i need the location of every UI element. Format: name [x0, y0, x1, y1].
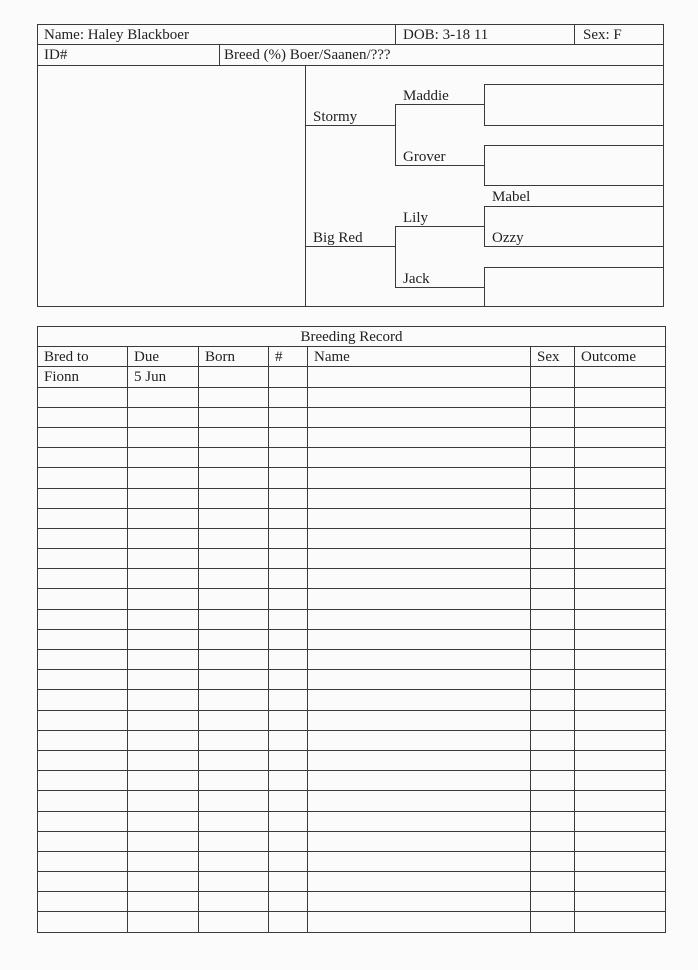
table-row [38, 670, 666, 690]
table-cell[interactable] [575, 670, 666, 690]
table-cell[interactable] [38, 629, 128, 649]
table-cell[interactable] [575, 508, 666, 528]
table-cell[interactable] [575, 569, 666, 589]
header-divider [395, 24, 396, 45]
table-cell[interactable] [38, 912, 128, 932]
pedigree-line [484, 267, 664, 268]
table-cell[interactable] [308, 750, 531, 770]
table-cell[interactable] [128, 448, 199, 468]
column-header: Outcome [575, 347, 666, 367]
table-row [38, 690, 666, 710]
table-cell[interactable] [199, 549, 269, 569]
table-cell[interactable] [199, 589, 269, 609]
table-cell[interactable] [128, 892, 199, 912]
table-cell[interactable] [269, 730, 308, 750]
table-cell[interactable] [199, 750, 269, 770]
table-cell[interactable] [531, 872, 575, 892]
table-cell[interactable] [575, 528, 666, 548]
table-cell[interactable] [199, 387, 269, 407]
table-row [38, 730, 666, 750]
table-cell[interactable] [199, 367, 269, 387]
table-row [38, 811, 666, 831]
table-cell[interactable] [128, 427, 199, 447]
table-cell[interactable] [575, 912, 666, 932]
table-cell[interactable] [269, 528, 308, 548]
table-row [38, 407, 666, 427]
table-cell[interactable] [128, 730, 199, 750]
table-cell[interactable] [38, 508, 128, 528]
table-cell[interactable] [38, 811, 128, 831]
table-cell[interactable] [38, 771, 128, 791]
table-cell[interactable] [199, 851, 269, 871]
header-divider [37, 65, 664, 66]
table-cell[interactable] [308, 448, 531, 468]
table-row [38, 710, 666, 730]
table-cell[interactable] [128, 609, 199, 629]
table-cell[interactable] [199, 448, 269, 468]
table-cell[interactable] [308, 710, 531, 730]
table-cell[interactable] [128, 872, 199, 892]
animal-name: Name: Haley Blackboer [44, 27, 189, 43]
pedigree-dam: Big Red [313, 230, 363, 246]
pedigree-line [484, 206, 664, 207]
table-cell[interactable] [269, 468, 308, 488]
table-row [38, 528, 666, 548]
pedigree-sire-sire: Maddie [403, 88, 449, 104]
table-row [38, 851, 666, 871]
table-cell[interactable] [308, 407, 531, 427]
table-cell[interactable] [575, 851, 666, 871]
column-header: # [269, 347, 308, 367]
table-cell[interactable] [575, 488, 666, 508]
table-cell[interactable] [128, 771, 199, 791]
table-cell[interactable] [308, 791, 531, 811]
pedigree-great-grandparent: Mabel [492, 189, 531, 205]
table-cell[interactable] [531, 367, 575, 387]
table-cell[interactable] [575, 872, 666, 892]
table-cell[interactable] [199, 912, 269, 932]
table-cell[interactable] [531, 609, 575, 629]
table-cell[interactable] [38, 670, 128, 690]
table-cell[interactable] [128, 750, 199, 770]
table-cell[interactable] [38, 468, 128, 488]
table-cell[interactable] [199, 407, 269, 427]
animal-id-label: ID# [44, 47, 68, 63]
table-cell[interactable] [199, 427, 269, 447]
table-cell[interactable] [575, 690, 666, 710]
table-cell[interactable] [199, 609, 269, 629]
table-cell[interactable] [269, 771, 308, 791]
table-cell[interactable] [308, 569, 531, 589]
table-cell[interactable] [199, 872, 269, 892]
table-cell[interactable] [38, 549, 128, 569]
pedigree-line [484, 267, 485, 307]
table-cell[interactable] [531, 851, 575, 871]
table-cell[interactable] [269, 629, 308, 649]
table-cell[interactable] [38, 387, 128, 407]
pedigree-line [395, 104, 396, 166]
table-cell[interactable] [128, 811, 199, 831]
table-row [38, 650, 666, 670]
table-cell[interactable] [199, 629, 269, 649]
table-cell[interactable] [531, 407, 575, 427]
table-row [38, 609, 666, 629]
table-cell[interactable] [269, 427, 308, 447]
table-cell[interactable]: 5 Jun [128, 367, 199, 387]
table-cell[interactable] [199, 811, 269, 831]
table-cell[interactable] [308, 609, 531, 629]
table-cell[interactable] [531, 387, 575, 407]
table-cell[interactable] [128, 387, 199, 407]
table-cell[interactable] [269, 851, 308, 871]
table-cell[interactable] [308, 387, 531, 407]
table-cell[interactable] [269, 811, 308, 831]
table-cell[interactable] [531, 448, 575, 468]
table-cell[interactable] [269, 508, 308, 528]
table-row [38, 448, 666, 468]
table-cell[interactable] [38, 589, 128, 609]
pedigree-line [484, 84, 664, 85]
table-cell[interactable] [575, 407, 666, 427]
table-cell[interactable] [38, 569, 128, 589]
pedigree-line [484, 84, 485, 126]
table-cell[interactable] [269, 831, 308, 851]
table-cell[interactable] [308, 872, 531, 892]
column-header: Born [199, 347, 269, 367]
table-cell[interactable] [38, 488, 128, 508]
table-cell[interactable] [308, 528, 531, 548]
table-cell[interactable] [128, 508, 199, 528]
table-cell[interactable] [199, 670, 269, 690]
table-cell[interactable] [531, 427, 575, 447]
table-cell[interactable] [575, 549, 666, 569]
table-cell[interactable] [531, 650, 575, 670]
table-cell[interactable] [269, 549, 308, 569]
table-cell[interactable] [128, 407, 199, 427]
table-cell[interactable] [308, 468, 531, 488]
table-cell[interactable] [308, 831, 531, 851]
table-row [38, 367, 666, 387]
table-cell[interactable] [269, 650, 308, 670]
table-cell[interactable] [531, 508, 575, 528]
table-cell[interactable] [38, 851, 128, 871]
table-cell[interactable] [308, 508, 531, 528]
table-cell[interactable] [269, 569, 308, 589]
table-cell[interactable] [128, 791, 199, 811]
table-row [38, 831, 666, 851]
table-cell[interactable] [308, 427, 531, 447]
table-cell[interactable] [575, 609, 666, 629]
table-cell[interactable] [531, 690, 575, 710]
table-cell[interactable] [531, 750, 575, 770]
table-cell[interactable] [269, 690, 308, 710]
table-cell[interactable] [575, 791, 666, 811]
table-cell[interactable] [199, 569, 269, 589]
table-cell[interactable] [128, 851, 199, 871]
table-cell[interactable] [128, 528, 199, 548]
table-cell[interactable] [269, 609, 308, 629]
table-cell[interactable] [308, 771, 531, 791]
table-row [38, 427, 666, 447]
table-cell[interactable] [531, 589, 575, 609]
table-cell[interactable] [38, 892, 128, 912]
table-cell[interactable] [199, 831, 269, 851]
table-row [38, 468, 666, 488]
table-cell[interactable] [269, 670, 308, 690]
table-cell[interactable] [531, 892, 575, 912]
table-cell[interactable] [269, 589, 308, 609]
table-cell[interactable] [38, 448, 128, 468]
table-cell[interactable] [269, 367, 308, 387]
table-cell[interactable] [128, 710, 199, 730]
table-cell[interactable] [531, 710, 575, 730]
table-cell[interactable] [575, 750, 666, 770]
pedigree-sire-dam: Grover [403, 149, 446, 165]
table-cell[interactable] [531, 771, 575, 791]
table-cell[interactable] [575, 387, 666, 407]
pedigree-line [484, 125, 664, 126]
animal-dob: DOB: 3-18 11 [403, 27, 489, 43]
table-cell[interactable] [128, 569, 199, 589]
table-cell[interactable] [531, 831, 575, 851]
column-header: Bred to [38, 347, 128, 367]
table-cell[interactable] [308, 650, 531, 670]
pedigree-great-grandparent: Ozzy [492, 230, 524, 246]
table-cell[interactable] [531, 629, 575, 649]
table-cell[interactable] [38, 710, 128, 730]
table-cell[interactable] [269, 488, 308, 508]
table-cell[interactable] [128, 650, 199, 670]
pedigree-sire: Stormy [313, 109, 358, 125]
table-cell[interactable] [531, 912, 575, 932]
table-cell[interactable] [575, 468, 666, 488]
animal-sex: Sex: F [583, 27, 622, 43]
pedigree-line [484, 145, 485, 186]
table-cell[interactable] [128, 670, 199, 690]
table-cell[interactable]: Fionn [38, 367, 128, 387]
breeding-record-table [37, 326, 666, 933]
pedigree-line [484, 185, 664, 186]
table-row [38, 750, 666, 770]
table-cell[interactable] [128, 589, 199, 609]
table-row [38, 771, 666, 791]
table-cell[interactable] [308, 892, 531, 912]
table-cell[interactable] [308, 730, 531, 750]
table-cell[interactable] [199, 710, 269, 730]
animal-info-panel [37, 24, 664, 307]
table-cell[interactable] [38, 609, 128, 629]
table-cell[interactable] [531, 791, 575, 811]
pedigree-divider [305, 65, 306, 307]
table-cell[interactable] [308, 670, 531, 690]
table-cell[interactable] [308, 488, 531, 508]
table-cell[interactable] [199, 690, 269, 710]
table-row [38, 872, 666, 892]
table-cell[interactable] [575, 831, 666, 851]
table-cell[interactable] [199, 791, 269, 811]
table-cell[interactable] [575, 448, 666, 468]
pedigree-line [484, 206, 485, 247]
table-cell[interactable] [269, 750, 308, 770]
table-cell[interactable] [199, 892, 269, 912]
table-cell[interactable] [575, 589, 666, 609]
table-cell[interactable] [575, 811, 666, 831]
table-cell[interactable] [531, 670, 575, 690]
table-cell[interactable] [269, 710, 308, 730]
table-row [38, 387, 666, 407]
table-row [38, 549, 666, 569]
breeding-record-title: Breeding Record [38, 327, 666, 347]
table-cell[interactable] [269, 892, 308, 912]
table-cell[interactable] [308, 589, 531, 609]
pedigree-dam-sire: Lily [403, 210, 428, 226]
column-header: Sex [531, 347, 575, 367]
table-cell[interactable] [269, 872, 308, 892]
table-row [38, 912, 666, 932]
table-row [38, 508, 666, 528]
table-cell[interactable] [128, 629, 199, 649]
table-cell[interactable] [575, 650, 666, 670]
table-cell[interactable] [575, 427, 666, 447]
table-row [38, 629, 666, 649]
table-cell[interactable] [199, 488, 269, 508]
table-cell[interactable] [575, 730, 666, 750]
table-cell[interactable] [531, 488, 575, 508]
table-cell[interactable] [531, 730, 575, 750]
table-cell[interactable] [531, 528, 575, 548]
table-row [38, 791, 666, 811]
table-row [38, 488, 666, 508]
header-divider [37, 44, 664, 45]
table-cell[interactable] [128, 549, 199, 569]
table-cell[interactable] [308, 629, 531, 649]
table-cell[interactable] [575, 771, 666, 791]
table-cell[interactable] [199, 468, 269, 488]
table-cell[interactable] [308, 690, 531, 710]
table-cell[interactable] [308, 549, 531, 569]
animal-breed: Breed (%) Boer/Saanen/??? [224, 47, 391, 63]
table-cell[interactable] [269, 448, 308, 468]
table-row [38, 589, 666, 609]
table-cell[interactable] [531, 468, 575, 488]
column-header: Name [308, 347, 531, 367]
table-cell[interactable] [531, 811, 575, 831]
pedigree-dam-dam: Jack [403, 271, 430, 287]
table-cell[interactable] [575, 629, 666, 649]
table-cell[interactable] [199, 771, 269, 791]
table-cell[interactable] [38, 730, 128, 750]
table-row [38, 569, 666, 589]
table-cell[interactable] [38, 427, 128, 447]
table-cell[interactable] [128, 690, 199, 710]
table-cell[interactable] [38, 528, 128, 548]
table-cell[interactable] [199, 508, 269, 528]
table-cell[interactable] [308, 811, 531, 831]
column-header: Due [128, 347, 199, 367]
table-cell[interactable] [575, 367, 666, 387]
table-cell[interactable] [531, 569, 575, 589]
header-divider [219, 44, 220, 65]
table-cell[interactable] [128, 912, 199, 932]
table-cell[interactable] [38, 791, 128, 811]
table-cell[interactable] [38, 690, 128, 710]
table-cell[interactable] [308, 851, 531, 871]
table-cell[interactable] [308, 912, 531, 932]
table-cell[interactable] [38, 872, 128, 892]
table-cell[interactable] [269, 407, 308, 427]
table-cell[interactable] [269, 912, 308, 932]
table-cell[interactable] [199, 528, 269, 548]
table-cell[interactable] [199, 730, 269, 750]
table-cell[interactable] [128, 488, 199, 508]
table-cell[interactable] [38, 407, 128, 427]
table-cell[interactable] [269, 791, 308, 811]
table-cell[interactable] [38, 650, 128, 670]
table-cell[interactable] [38, 750, 128, 770]
header-divider [574, 24, 575, 45]
table-cell[interactable] [531, 549, 575, 569]
table-cell[interactable] [128, 468, 199, 488]
table-cell[interactable] [128, 831, 199, 851]
table-cell[interactable] [38, 831, 128, 851]
table-cell[interactable] [269, 387, 308, 407]
table-cell[interactable] [308, 367, 531, 387]
table-row [38, 892, 666, 912]
pedigree-line [395, 226, 396, 288]
pedigree-line [484, 145, 664, 146]
table-cell[interactable] [199, 650, 269, 670]
column-header-row [38, 347, 666, 367]
table-cell[interactable] [575, 710, 666, 730]
table-cell[interactable] [575, 892, 666, 912]
